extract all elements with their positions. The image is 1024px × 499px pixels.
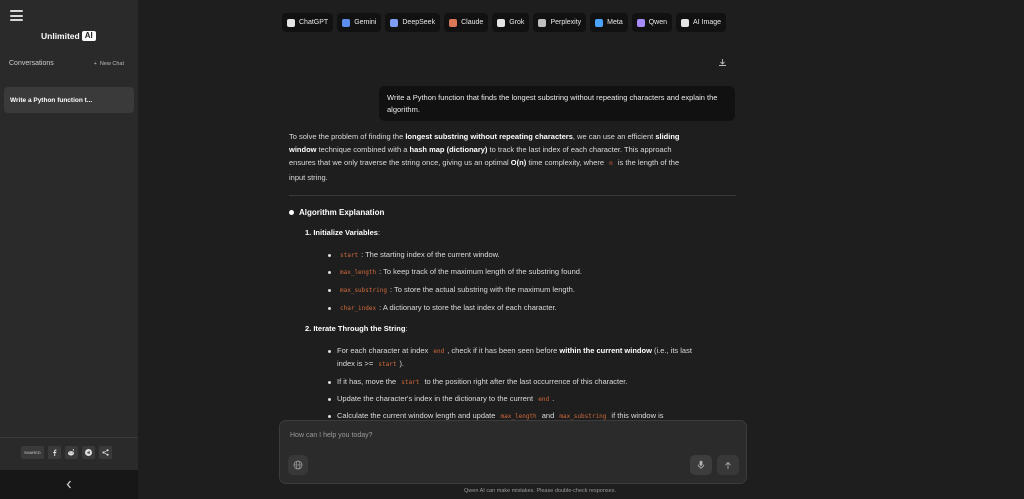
conversations-title: Conversations xyxy=(9,60,54,67)
tab-label: DeepSeek xyxy=(402,19,436,26)
tab-claude[interactable] xyxy=(444,13,488,32)
inline-code: max_substring xyxy=(559,413,607,420)
item-text: Calculate the current window length and update xyxy=(337,411,496,420)
tab-label: Grok xyxy=(509,19,525,26)
inline-code: char_index xyxy=(340,305,377,312)
grok-icon xyxy=(497,19,505,27)
item-text: : To store the actual substring with the maximum length. xyxy=(389,285,575,294)
tab-label: AI Image xyxy=(693,19,722,26)
tab-deepseek[interactable] xyxy=(385,13,440,32)
answer-bold: hash map (dictionary) xyxy=(409,145,488,155)
answer-bold: window xyxy=(289,145,317,155)
collapse-sidebar-button[interactable] xyxy=(0,470,138,499)
answer-bold: longest substring without repeating characters xyxy=(405,132,573,141)
tab-label: Meta xyxy=(607,19,623,26)
model-tabs xyxy=(282,13,726,32)
inline-code: end xyxy=(538,396,550,403)
answer-intro xyxy=(289,130,737,184)
step-1-heading: 1. Initialize Variables: xyxy=(305,228,381,237)
qwen-icon xyxy=(637,19,645,27)
bullet-dot xyxy=(328,289,331,292)
telegram-icon xyxy=(85,449,92,456)
item-text: , check if it has been seen before xyxy=(447,346,558,355)
share-telegram-button[interactable] xyxy=(82,446,95,459)
share-icon xyxy=(102,449,109,456)
bullet-dot xyxy=(328,381,331,384)
answer-text: ensures that we only traverse the string once, giving us an optimal xyxy=(289,158,509,168)
bullet-dot xyxy=(328,271,331,274)
globe-icon xyxy=(293,460,303,470)
microphone-icon xyxy=(697,460,705,470)
answer-text: time complexity, where xyxy=(528,158,605,168)
step-1-title: 1. Initialize Variables xyxy=(305,228,378,237)
user-message: Write a Python function that finds the longest substring without repeating characters and explain the algorithm. xyxy=(379,86,735,121)
list-item xyxy=(337,266,582,279)
tab-qwen[interactable] xyxy=(632,13,672,32)
item-text: and xyxy=(541,411,555,420)
list-item-continuation xyxy=(337,358,404,371)
item-text: For each character at index xyxy=(337,346,429,355)
inline-code: max_length xyxy=(500,413,537,420)
message-input[interactable]: How can I help you today? xyxy=(290,432,373,439)
list-item xyxy=(337,302,557,315)
item-text: Update the character's index in the dictionary to the current xyxy=(337,394,534,403)
item-text: . xyxy=(552,394,555,403)
tab-label: Gemini xyxy=(354,19,377,26)
item-text: to the position right after the last occurrence of this character. xyxy=(424,377,628,386)
gemini-icon xyxy=(342,19,350,27)
item-text: : A dictionary to store the last index of each character. xyxy=(379,303,557,312)
tab-chatgpt[interactable] xyxy=(282,13,333,32)
inline-code: start xyxy=(378,361,397,368)
answer-text: is the length of the xyxy=(617,158,680,168)
answer-text: input string. xyxy=(289,172,328,182)
meta-icon xyxy=(595,19,603,27)
item-text: if this window is xyxy=(611,411,664,420)
share-reddit-button[interactable] xyxy=(65,446,78,459)
logo xyxy=(41,31,96,41)
answer-text: technique combined with a xyxy=(318,145,408,155)
disclaimer-text: Qwen AI can make mistakes. Please double-check responses. xyxy=(464,488,616,494)
answer-bold: sliding xyxy=(655,132,680,141)
deepseek-icon xyxy=(390,19,398,27)
divider xyxy=(289,195,736,196)
download-icon[interactable] xyxy=(718,54,727,72)
send-button[interactable] xyxy=(717,455,739,475)
inline-code: end xyxy=(433,348,445,355)
bullet-dot xyxy=(328,254,331,257)
tab-label: ChatGPT xyxy=(299,19,329,26)
arrow-up-icon xyxy=(724,461,732,470)
composer xyxy=(279,420,747,484)
list-item xyxy=(337,249,500,262)
item-text: : The starting index of the current window. xyxy=(361,250,500,259)
tab-perplexity[interactable] xyxy=(533,13,586,32)
step-2-heading: 2. Iterate Through the String: xyxy=(305,324,408,333)
share-row xyxy=(21,446,112,459)
disclaimer xyxy=(0,488,1024,494)
new-chat-label: New Chat xyxy=(99,60,124,67)
tab-meta[interactable] xyxy=(590,13,628,32)
bullet-dot xyxy=(328,350,331,353)
inline-code: max_length xyxy=(340,269,377,276)
list-item xyxy=(337,284,575,297)
web-search-button[interactable] xyxy=(288,455,308,475)
tab-ai-image[interactable] xyxy=(676,13,726,32)
list-item xyxy=(337,393,554,406)
bullet-dot xyxy=(328,307,331,310)
step-2-title: 2. Iterate Through the String xyxy=(305,324,406,333)
answer-text: To solve the problem of finding the xyxy=(289,132,404,141)
tab-grok[interactable] xyxy=(492,13,529,32)
section-heading xyxy=(289,208,384,217)
plus-icon: + xyxy=(93,60,97,67)
reddit-icon xyxy=(67,449,75,456)
perplexity-icon xyxy=(538,19,546,27)
voice-input-button[interactable] xyxy=(690,455,712,475)
tab-gemini[interactable] xyxy=(337,13,381,32)
list-item xyxy=(337,345,692,358)
answer-bold: O(n) xyxy=(510,158,527,168)
tab-label: Qwen xyxy=(648,19,668,26)
item-text: ). xyxy=(399,359,405,368)
facebook-icon xyxy=(52,449,57,456)
inline-code: start xyxy=(401,379,420,386)
logo-text: Unlimited xyxy=(41,31,80,41)
bullet-dot xyxy=(289,210,294,215)
item-text: (i.e., its last xyxy=(654,346,692,355)
list-item xyxy=(337,376,627,389)
menu-icon[interactable] xyxy=(10,10,23,21)
share-facebook-button[interactable] xyxy=(48,446,61,459)
item-text: If it has, move the xyxy=(337,377,397,386)
claude-icon xyxy=(449,19,457,27)
section-title: Algorithm Explanation xyxy=(299,208,385,217)
sidebar-divider xyxy=(0,437,138,438)
bullet-dot xyxy=(328,415,331,418)
share-label: SHARED xyxy=(21,446,44,459)
bullet-dot xyxy=(328,398,331,401)
ai-image-icon xyxy=(681,19,689,27)
inline-code: n xyxy=(609,160,613,168)
tab-label: Perplexity xyxy=(550,19,582,26)
new-chat-button[interactable] xyxy=(94,61,124,67)
conversation-item[interactable]: Write a Python function t... xyxy=(4,87,134,113)
sidebar xyxy=(0,0,138,499)
conversations-header xyxy=(9,60,124,67)
answer-text: , we can use an efficient xyxy=(572,132,654,141)
inline-code: start xyxy=(340,252,359,259)
share-more-button[interactable] xyxy=(99,446,112,459)
tab-label: Claude xyxy=(461,19,484,26)
inline-code: max_substring xyxy=(340,287,387,294)
item-bold: within the current window xyxy=(559,346,652,355)
item-text: index is >= xyxy=(337,359,374,368)
logo-badge: AI xyxy=(82,31,96,41)
item-text: : To keep track of the maximum length of the substring found. xyxy=(379,267,583,276)
chatgpt-icon xyxy=(287,19,295,27)
answer-text: to track the last index of each character. This approach xyxy=(489,145,672,155)
